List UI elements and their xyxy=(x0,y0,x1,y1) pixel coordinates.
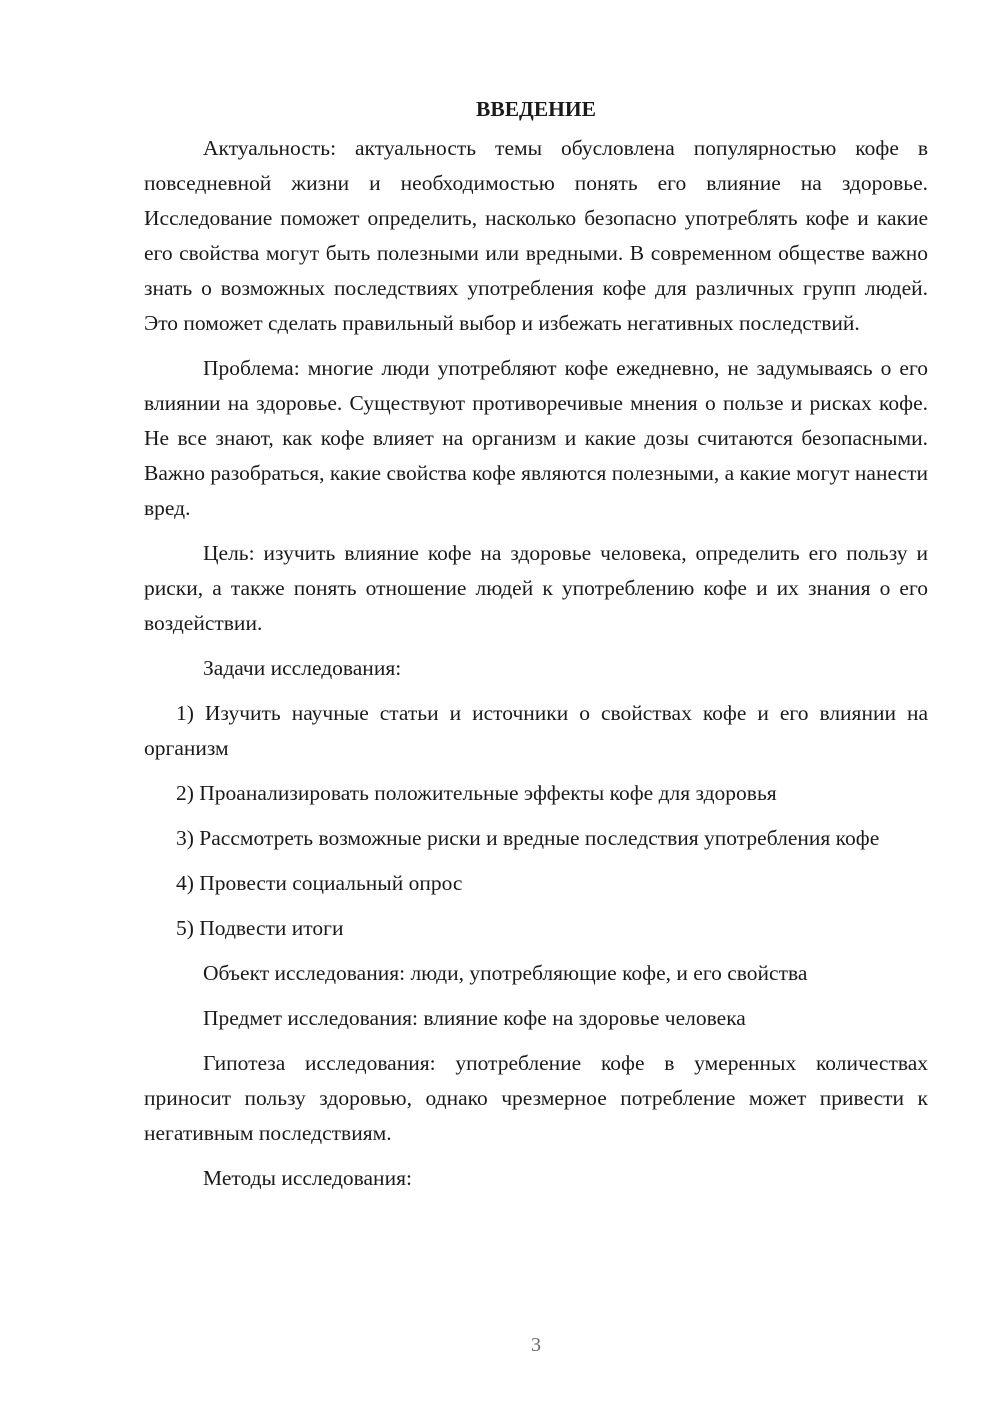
tasks-heading: Задачи исследования: xyxy=(203,656,402,680)
task-item: 5) Подвести итоги xyxy=(176,916,344,940)
page-content xyxy=(144,92,928,1206)
task-item: 3) Рассмотреть возможные риски и вредные последствия употребления кофе xyxy=(176,826,880,850)
object-paragraph: Объект исследования: люди, употребляющие кофе, и его свойства xyxy=(203,961,808,985)
section-title: ВВЕДЕНИЕ xyxy=(476,97,596,121)
hypothesis-paragraph: Гипотеза исследования: употребление кофе в умеренных количествах приносит пользу здоровью, однако чрезмерное потребление может привести к негативным последствиям. xyxy=(144,1051,928,1145)
goal-paragraph: Цель: изучить влияние кофе на здоровье человека, определить его пользу и риски, а также понять отношение людей к употреблению кофе и их знания о его воздействии. xyxy=(144,541,928,635)
relevance-paragraph: Актуальность: актуальность темы обусловлена популярностью кофе в повседневной жизни и необходимостью понять его влияние на здоровье. Исследование поможет определить, насколько безопасно употреблять кофе и какие его свойства могут быть полезными или вредными. В современном обществе важно знать о возможных последствиях употребления кофе для различных групп людей. Это поможет сделать правильный выбор и избежать негативных последствий. xyxy=(144,136,928,335)
task-item: 4) Провести социальный опрос xyxy=(176,871,463,895)
problem-paragraph: Проблема: многие люди употребляют кофе ежедневно, не задумываясь о его влиянии на здоровье. Существуют противоречивые мнения о пользе и рисках кофе. Не все знают, как кофе влияет на организм и какие дозы считаются безопасными. Важно разобраться, какие свойства кофе являются полезными, а какие могут нанести вред. xyxy=(144,356,928,520)
page-number: 3 xyxy=(531,1334,541,1356)
task-item: 1) Изучить научные статьи и источники о свойствах кофе и его влиянии на организм xyxy=(144,701,928,760)
subject-paragraph: Предмет исследования: влияние кофе на здоровье человека xyxy=(203,1006,746,1030)
methods-heading: Методы исследования: xyxy=(203,1166,412,1190)
task-item: 2) Проанализировать положительные эффекты кофе для здоровья xyxy=(176,781,777,805)
